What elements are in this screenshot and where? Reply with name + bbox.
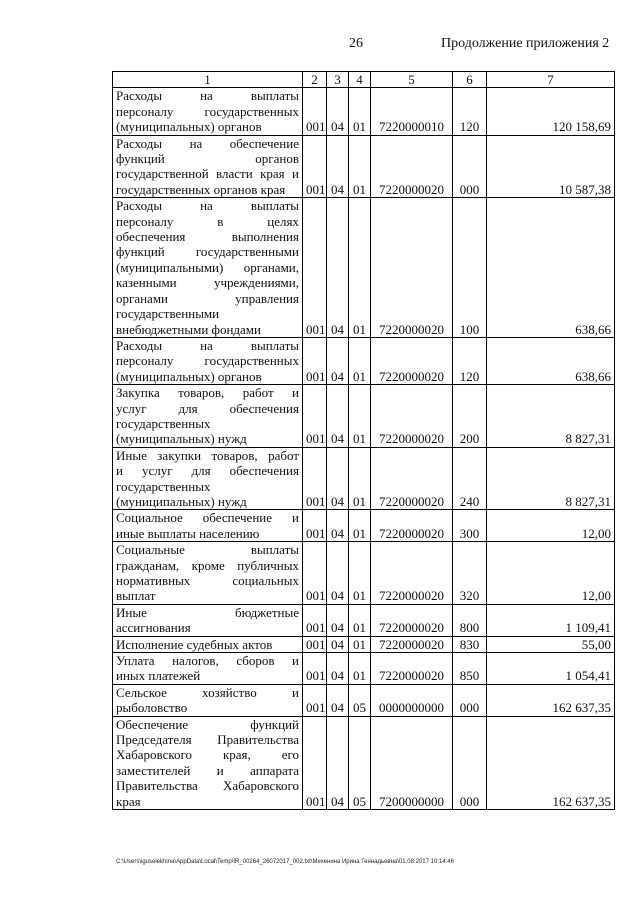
description-line: обеспечения выполнения [116, 229, 299, 245]
description-line: функций государственными [116, 244, 299, 260]
description-line: (муниципальных) нужд [116, 493, 247, 509]
description-line: персоналу государственных [116, 353, 299, 369]
description-line: Иные бюджетные [116, 604, 299, 620]
amount-value: 12,00 [487, 542, 615, 605]
description-line: (муниципальных) нужд [116, 431, 247, 447]
description-line: края [116, 793, 141, 809]
description-line: функций органов [116, 151, 299, 167]
description-line: (муниципальных) органов [116, 368, 262, 384]
description-line: Хабаровского края, его [116, 747, 299, 763]
amount-value: 638,66 [487, 198, 615, 338]
expense-description [113, 510, 303, 542]
description-line: иных платежей [116, 668, 201, 684]
target-article-code: 0000000000 [371, 684, 453, 716]
target-article-code: 7220000020 [371, 653, 453, 685]
section-code: 04 [327, 716, 349, 809]
amount-value: 162 637,35 [487, 684, 615, 716]
description-line: персоналу государственных [116, 103, 299, 119]
target-article-code: 7220000020 [371, 135, 453, 198]
expense-type-code: 850 [453, 653, 487, 685]
column-header: 1 [113, 72, 303, 88]
description-line: (муниципальных) органов [116, 119, 262, 135]
ministry-code: 001 [303, 604, 327, 636]
amount-value: 8 827,31 [487, 447, 615, 510]
table-row [113, 716, 615, 809]
column-header: 2 [303, 72, 327, 88]
table-row [113, 447, 615, 510]
description-line: рыболовство [116, 700, 188, 716]
section-code: 04 [327, 88, 349, 135]
description-line: иные выплаты населению [116, 525, 260, 541]
column-header: 5 [371, 72, 453, 88]
expense-type-code: 320 [453, 542, 487, 605]
amount-value: 55,00 [487, 636, 615, 652]
section-code: 04 [327, 385, 349, 448]
expense-type-code: 120 [453, 337, 487, 384]
amount-value: 638,66 [487, 337, 615, 384]
description-line: Иные закупки товаров, работ [116, 447, 299, 463]
subsection-code: 01 [349, 337, 371, 384]
expense-description [113, 385, 303, 448]
table-row [113, 88, 615, 135]
subsection-code: 01 [349, 447, 371, 510]
expense-description [113, 684, 303, 716]
column-header: 6 [453, 72, 487, 88]
table-row [113, 385, 615, 448]
description-line: государственных органов края [116, 181, 286, 197]
table-row [113, 337, 615, 384]
amount-value: 1 054,41 [487, 653, 615, 685]
subsection-code: 01 [349, 88, 371, 135]
amount-value: 162 637,35 [487, 716, 615, 809]
ministry-code: 001 [303, 684, 327, 716]
amount-value: 8 827,31 [487, 385, 615, 448]
section-code: 04 [327, 447, 349, 510]
description-line: (муниципальными) органами, [116, 259, 299, 275]
expense-type-code: 000 [453, 716, 487, 809]
ministry-code: 001 [303, 385, 327, 448]
expense-type-code: 200 [453, 385, 487, 448]
section-code: 04 [327, 684, 349, 716]
subsection-code: 01 [349, 653, 371, 685]
amount-value: 10 587,38 [487, 135, 615, 198]
ministry-code: 001 [303, 198, 327, 338]
target-article-code: 7220000020 [371, 385, 453, 448]
table-row [113, 684, 615, 716]
column-header: 4 [349, 72, 371, 88]
ministry-code: 001 [303, 447, 327, 510]
description-line: Социальное обеспечение и [116, 510, 299, 526]
section-code: 04 [327, 198, 349, 338]
expense-description [113, 542, 303, 605]
expense-type-code: 120 [453, 88, 487, 135]
description-line: Правительства Хабаровского [116, 778, 299, 794]
description-line: органами управления [116, 290, 299, 306]
section-code: 04 [327, 604, 349, 636]
description-line: Расходы на выплаты [116, 88, 299, 104]
target-article-code: 7220000020 [371, 542, 453, 605]
table-row [113, 636, 615, 652]
section-code: 04 [327, 653, 349, 685]
subsection-code: 05 [349, 716, 371, 809]
description-line: Сельское хозяйство и [116, 684, 299, 700]
expense-type-code: 000 [453, 684, 487, 716]
table-row [113, 198, 615, 338]
ministry-code: 001 [303, 88, 327, 135]
description-line: Обеспечение функций [116, 716, 299, 732]
description-line: государственных [116, 415, 211, 431]
budget-table [112, 71, 615, 810]
description-line: Уплата налогов, сборов и [116, 653, 299, 669]
subsection-code: 05 [349, 684, 371, 716]
section-code: 04 [327, 510, 349, 542]
section-code: 04 [327, 542, 349, 605]
target-article-code: 7220000020 [371, 604, 453, 636]
table-row [113, 604, 615, 636]
target-article-code: 7200000000 [371, 716, 453, 809]
description-line: услуг для обеспечения [116, 400, 299, 416]
target-article-code: 7220000020 [371, 636, 453, 652]
subsection-code: 01 [349, 385, 371, 448]
description-line: казенными учреждениями, [116, 275, 299, 291]
expense-description [113, 636, 303, 652]
expense-type-code: 300 [453, 510, 487, 542]
description-line: Исполнение судебных актов [116, 636, 273, 652]
target-article-code: 7220000010 [371, 88, 453, 135]
description-line: Расходы на обеспечение [116, 135, 299, 151]
expense-type-code: 100 [453, 198, 487, 338]
expense-description [113, 653, 303, 685]
ministry-code: 001 [303, 636, 327, 652]
subsection-code: 01 [349, 542, 371, 605]
expense-type-code: 240 [453, 447, 487, 510]
ministry-code: 001 [303, 135, 327, 198]
page-number: 26 [349, 36, 363, 51]
description-line: нормативных социальных [116, 573, 299, 588]
target-article-code: 7220000020 [371, 447, 453, 510]
column-header: 7 [487, 72, 615, 88]
ministry-code: 001 [303, 653, 327, 685]
column-header: 3 [327, 72, 349, 88]
section-code: 04 [327, 135, 349, 198]
ministry-code: 001 [303, 337, 327, 384]
subsection-code: 01 [349, 604, 371, 636]
subsection-code: 01 [349, 636, 371, 652]
section-code: 04 [327, 337, 349, 384]
expense-type-code: 830 [453, 636, 487, 652]
section-code: 04 [327, 636, 349, 652]
table-row [113, 653, 615, 685]
ministry-code: 001 [303, 542, 327, 605]
subsection-code: 01 [349, 135, 371, 198]
description-line: ассигнования [116, 620, 191, 636]
amount-value: 12,00 [487, 510, 615, 542]
description-line: Председателя Правительства [116, 732, 299, 748]
description-line: Расходы на выплаты [116, 198, 299, 214]
table-header-row [113, 72, 615, 88]
description-line: заместителей и аппарата [116, 762, 299, 778]
table-row [113, 542, 615, 605]
expense-type-code: 000 [453, 135, 487, 198]
description-line: персоналу в целях [116, 213, 299, 229]
expense-description [113, 198, 303, 338]
description-line: и услуг для обеспечения [116, 463, 299, 479]
amount-value: 1 109,41 [487, 604, 615, 636]
subsection-code: 01 [349, 198, 371, 338]
target-article-code: 7220000020 [371, 510, 453, 542]
target-article-code: 7220000020 [371, 198, 453, 338]
table-row [113, 510, 615, 542]
expense-description [113, 337, 303, 384]
expense-description [113, 88, 303, 135]
description-line: выплат [116, 588, 156, 604]
description-line: внебюджетными фондами [116, 321, 261, 337]
ministry-code: 001 [303, 510, 327, 542]
description-line: гражданам, кроме публичных [116, 557, 299, 573]
expense-description [113, 447, 303, 510]
expense-description [113, 604, 303, 636]
description-line: Социальные выплаты [116, 542, 299, 558]
description-line: Расходы на выплаты [116, 337, 299, 353]
expense-description [113, 135, 303, 198]
description-line: государственными [116, 306, 220, 322]
target-article-code: 7220000020 [371, 337, 453, 384]
description-line: государственных [116, 478, 211, 494]
expense-description [113, 716, 303, 809]
table-row [113, 135, 615, 198]
subsection-code: 01 [349, 510, 371, 542]
expense-type-code: 800 [453, 604, 487, 636]
description-line: государственной власти края и [116, 166, 299, 182]
description-line: Закупка товаров, работ и [116, 385, 299, 401]
amount-value: 120 158,69 [487, 88, 615, 135]
file-path-footer: C:\Users\iguselekhina\AppData\Local\Temp\IR_00264_26072017_002.txt\Мехенина Ирина Геннадьевна\01.08.2017 10:14:46 [116, 859, 454, 865]
ministry-code: 001 [303, 716, 327, 809]
continuation-title: Продолжение приложения 2 [441, 36, 610, 51]
